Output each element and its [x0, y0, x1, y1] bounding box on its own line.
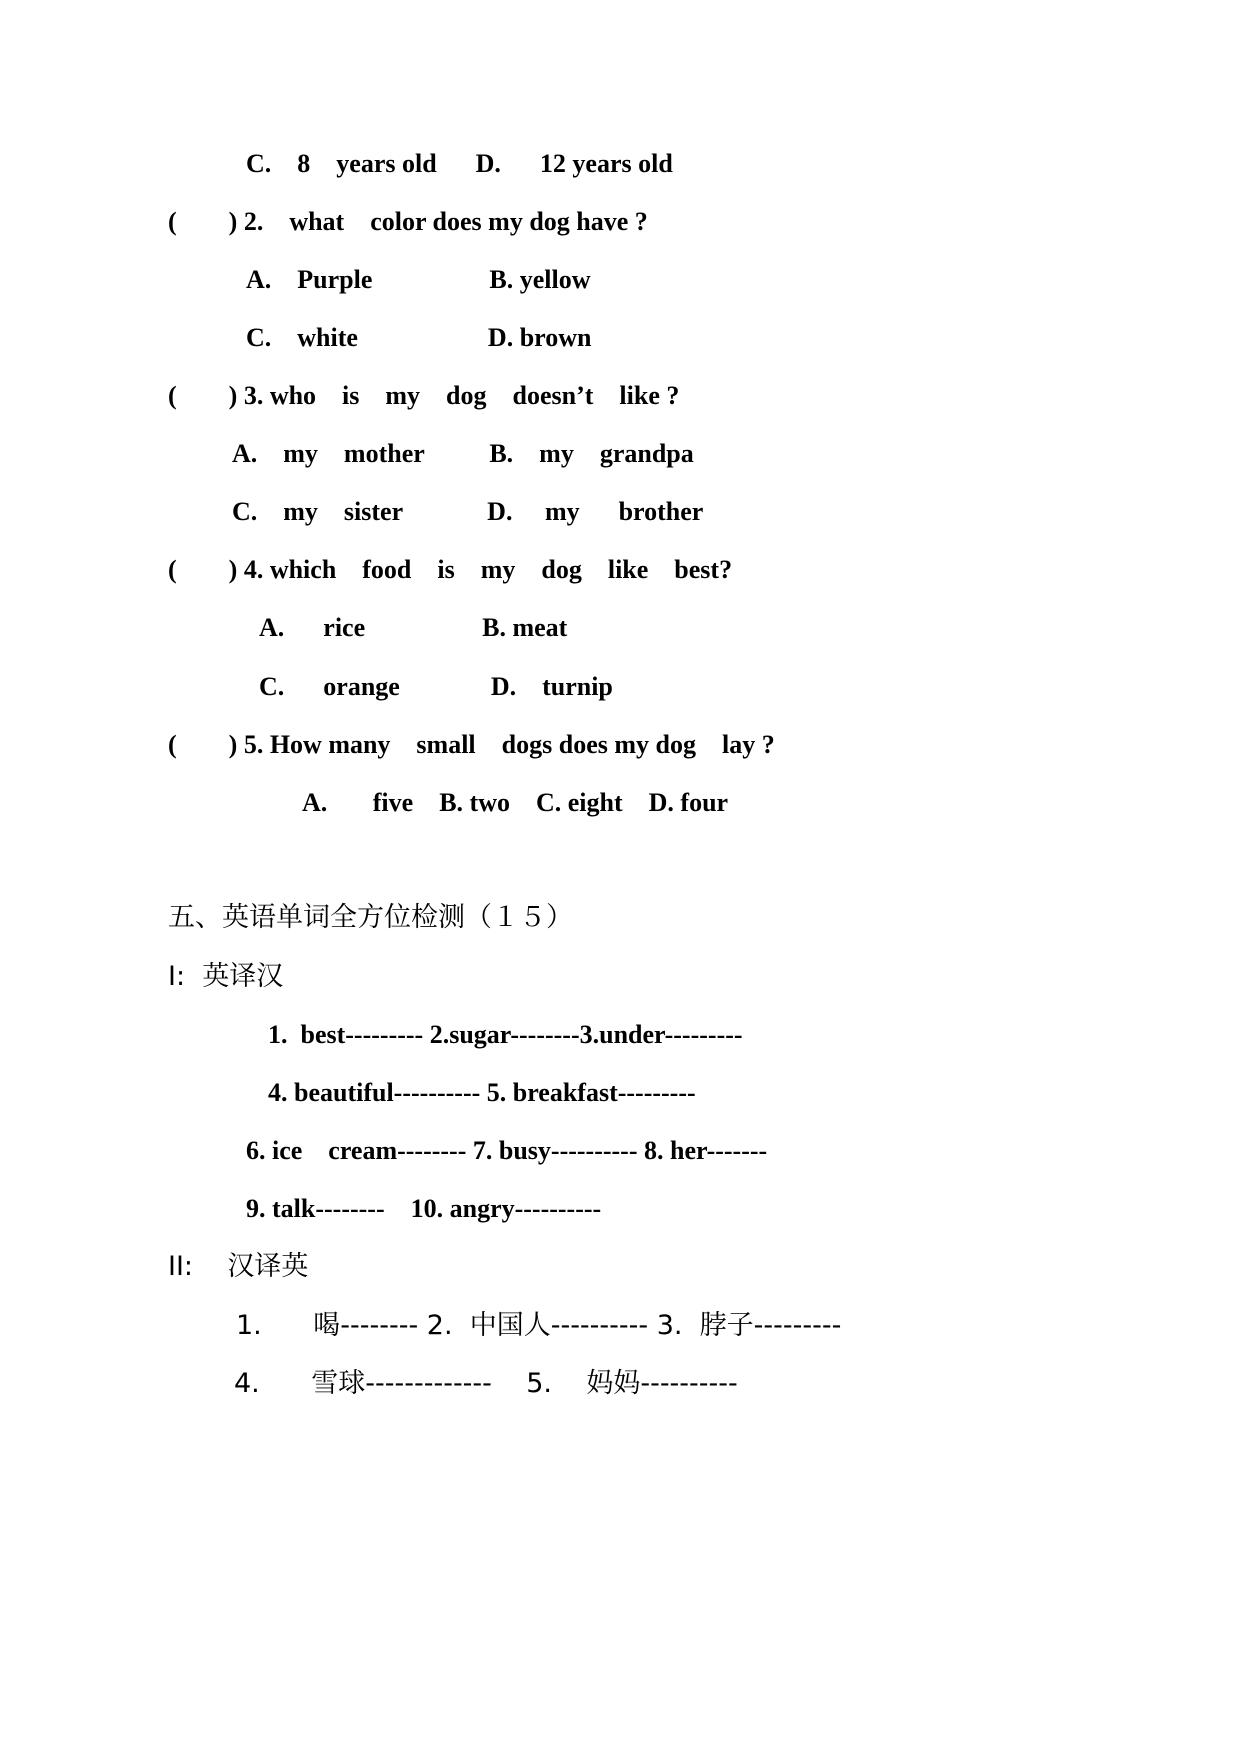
- part-2-line-2-text: 4. 雪球------------- 5. 妈妈----------: [234, 1368, 738, 1399]
- part-1-line-2: 4. beautiful---------- 5. breakfast---------: [268, 1078, 696, 1107]
- question-2-options-cd: C. white D. brown: [246, 323, 592, 352]
- question-3-options-ab: A. my mother B. my grandpa: [232, 439, 694, 468]
- question-5-stem: ( ) 5. How many small dogs does my dog lay ?: [168, 730, 775, 759]
- question-4-options-ab: A. rice B. meat: [259, 613, 568, 642]
- question-4-options-cd: C. orange D. turnip: [259, 672, 613, 701]
- question-2-options-ab: A. Purple B. yellow: [246, 265, 591, 294]
- part-1-label-text: I: 英译汉: [168, 961, 284, 992]
- part-1-label: [168, 961, 283, 993]
- section-5-heading: 五、英语单词全方位检测（１５）: [168, 902, 573, 933]
- part-1-line-3: 6. ice cream-------- 7. busy---------- 8. her-------: [246, 1136, 768, 1165]
- part-1-line-1: 1. best--------- 2.sugar--------3.under---------: [268, 1020, 743, 1049]
- question-3-options-cd: C. my sister D. my brother: [232, 497, 704, 526]
- part-2-label-text: II: 汉译英: [168, 1251, 309, 1282]
- part-1-line-4: 9. talk-------- 10. angry----------: [246, 1194, 602, 1223]
- part-2-line-2: [234, 1368, 738, 1400]
- question-5-options: A. five B. two C. eight D. four: [302, 788, 729, 817]
- question-2-stem: ( ) 2. what color does my dog have ?: [168, 207, 648, 236]
- part-2-label: [168, 1251, 308, 1283]
- q1-options-cd: C. 8 years old D. 12 years old: [246, 149, 673, 178]
- question-4-stem: ( ) 4. which food is my dog like best?: [168, 555, 733, 584]
- question-3-stem: ( ) 3. who is my dog doesn’t like ?: [168, 381, 680, 410]
- part-2-line-1-text: 1. 喝-------- 2. 中国人---------- 3. 脖子---------: [236, 1310, 842, 1341]
- part-2-line-1: [236, 1310, 841, 1342]
